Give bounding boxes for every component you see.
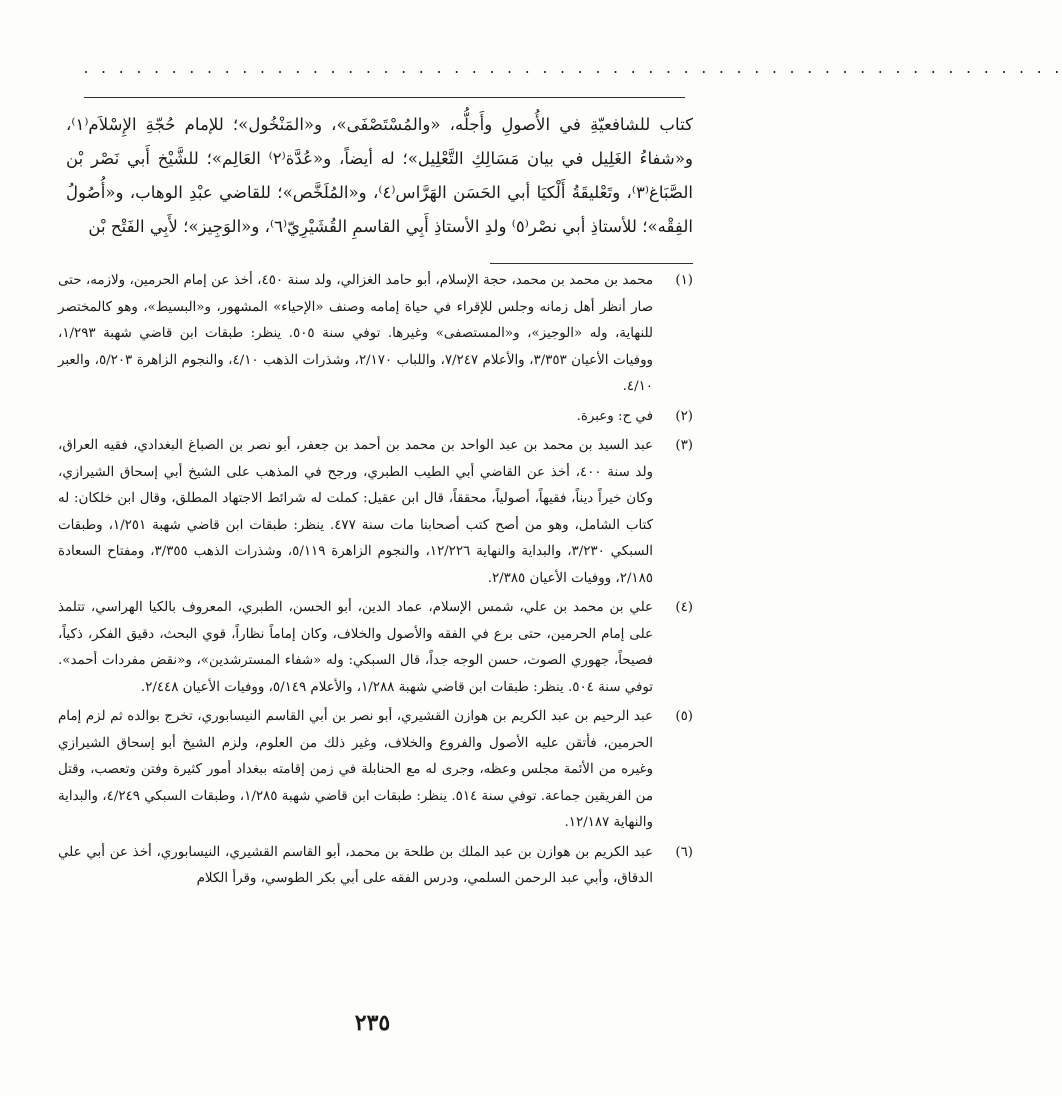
footnote-text: عبد السيد بن محمد بن عبد الواحد بن محمد بن أحمد بن جعفر، أبو نصر بن الصباغ البغدادي، فقيه العراق، ولد سنة ٤٠٠، أخذ عن القاضي أبي الطيب الطبري، ورجح في المذهب على الشيخ أبي إسحاق الشيرازي، وكان خيراً ديناً، فقيهاً، أصولياً، محققاً، قال ابن عقيل: كملت له شرائط الاجتهاد المطلق، وقال ابن خلكان: له كتاب الشامل، وهو من أصح كتب أصحابنا مات سنة ٤٧٧. ينظر: طبقات ابن قاضي شهبة ١/٢٥١، وطبقات السبكي ٣/٢٣٠، والبداية والنهاية ١٢/٢٢٦، والنجوم الزاهرة ٥/١١٩، وشذرات الذهب ٣/٣٥٥، ومفتاح السعادة ٢/١٨٥، ووفيات الأعيان ٢/٣٨٥. [58,438,654,586]
footnote-number: (٢) [675,408,693,424]
footnote-number: (١) [675,273,693,288]
footnote-1 [58,268,693,401]
main-text-block [66,108,693,244]
main-paragraph: كتاب للشافعيّةِ في الأُصولِ وأَجلُّه، «والمُسْتَصْفَى»، و«المَنْخُول»؛ للإمام حُجّةِ الإِسْلاَم⁽١⁾، و«شفاءُ الغَلِيل في بيان مَسَالِكِ التَّعْلِيل»؛ له أيضاً، و«عُدَّة⁽٢⁾ العَالِم»؛ للشَّيْخ أَبي نَصْر بْن الصَّبَاغ⁽٣⁾، وتَعْليقَةُ أَلْكيَا أبي الحَسَن الهَرَّاس⁽٤⁾، و«المُلَخَّص»؛ للقاضي عبْدِ الوهاب، و«أُصُولُ الفِقْه»؛ للأستاذِ أبي نصْر⁽٥⁾ ولدِ الأستاذِ أَبِي القاسمِ القُشَيْرِيّ⁽٦⁾، و«الوَجِيز»؛ لأَبِي الفَتْح بْن [66,115,693,236]
footnote-5 [58,704,693,837]
footnote-number: (٤) [675,600,693,615]
page-number: ٢٣٥ [354,1010,391,1036]
footnote-number: (٥) [675,709,693,724]
footnote-number: (٣) [675,438,693,453]
footnote-2 [58,404,693,431]
footnote-text: عبد الرحيم بن عبد الكريم بن هوازن القشيري، أبو نصر بن أبي القاسم النيسابوري، تخرج بوالده ثم لزم إمام الحرمين، فأتقن عليه الأصول والفروع والخلاف، وغير ذلك من العلوم، ولزم الشيخ أبو إسحاق الشيرازي وغيره من الأئمة مجلس وعظه، وجرى له مع الحنابلة في زمن إقامته ببغداد أمور كثيرة وفتن وتعصب، وقتل من الفريقين جماعة. توفي سنة ٥١٤. ينظر: طبقات ابن قاضي شهبة ١/٢٨٥، وطبقات السبكي ٤/٢٤٩، والبداية والنهاية ١٢/١٨٧. [58,709,654,830]
footnote-text: علي بن محمد بن علي، شمس الإسلام، عماد الدين، أبو الحسن، الطبري، المعروف بالكيا الهراسي، تتلمذ على إمام الحرمين، حتى برع في الفقه والأصول والخلاف، وكان إماماً نظاراً، قوي البحث، دقيق الفكر، ذكياً، فصيحاً، جهوري الصوت، حسن الوجه جداً، قال السبكي: وله «شفاء المسترشدين»، و«نقض مفردات أحمد». توفي سنة ٥٠٤. ينظر: طبقات ابن قاضي شهبة ١/٢٨٨، والأعلام ٥/١٤٩، ووفيات الأعيان ٢/٤٤٨. [58,600,653,695]
footnote-4 [58,595,693,701]
footnote-text: في ح: وعبرة. [576,408,653,424]
footnote-3 [58,433,693,592]
header-dotted-line: . . . . . . . . . . . . . . . . . . . . . . . . . . . . . . . . . . . . . . . . . . . . . . . . . . . . . . . . [82,62,1062,77]
header-rule [84,97,685,98]
footnote-separator [490,263,693,264]
footnote-text: محمد بن محمد بن محمد، حجة الإسلام، أبو حامد الغزالي، ولد سنة ٤٥٠، أخذ عن إمام الحرمين، ولازمه، حتى صار أنظر أهل زمانه وجلس للإقراء في حياة إمامه وصنف «الإحياء» المشهور، و«البسيط»، وهو كالمختصر للنهاية، وله «الوجيز»، و«المستصفى» وغيرها. توفي سنة ٥٠٥. ينظر: طبقات ابن قاضي شهبة ١/٢٩٣، ووفيات الأعيان ٣/٣٥٣، والأعلام ٧/٢٤٧، واللباب ٢/١٧٠، وشذرات الذهب ٤/١٠، والنجوم الزاهرة ٥/٢٠٣، والعبر ٤/١٠. [58,273,654,394]
footnote-number: (٦) [675,844,693,860]
footnotes [58,268,693,893]
footnote-6 [58,840,693,893]
footnote-text: عبد الكريم بن هوازن بن عبد الملك بن طلحة بن محمد، أبو القاسم القشيري، النيسابوري، أخذ عن أبي علي الدقاق، وأبي عبد الرحمن السلمي، ودرس الفقه على أبي بكر الطوسي، وقرأ الكلام [58,844,653,886]
